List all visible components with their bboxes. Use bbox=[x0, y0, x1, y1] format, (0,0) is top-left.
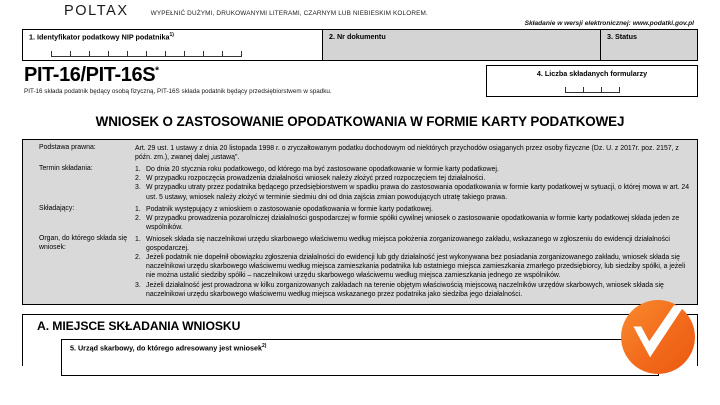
legal-basis-label: Podstawa prawna: bbox=[39, 144, 96, 151]
field-form-count[interactable] bbox=[486, 65, 698, 97]
submitter-row bbox=[29, 205, 691, 232]
electronic-submission-note: Składanie w wersji elektronicznej: www.podatki.gov.pl bbox=[524, 20, 694, 27]
page-title: WNIOSEK O ZASTOSOWANIE OPODATKOWANIA W FORMIE KARTY PODATKOWEJ bbox=[95, 114, 625, 129]
deadline-label: Termin składania: bbox=[39, 165, 93, 173]
instructions-table bbox=[22, 139, 698, 305]
submitter-label: Składający: bbox=[39, 204, 75, 212]
field-document-number[interactable] bbox=[323, 30, 601, 60]
form-count-comb-cells[interactable] bbox=[565, 87, 620, 93]
list-item: 2. W przypadku prowadzenia pozarolniczej działalności gospodarczej w formie spółki cywilnej wniosek o zastosowanie opodatkowania w formie karty podatkowej składa jeden ze wspólników. bbox=[135, 214, 680, 231]
document-header bbox=[22, 0, 698, 19]
field-status[interactable] bbox=[601, 30, 697, 60]
list-item: 3. W przypadku utraty przez podatnika będącego przedsiębiorstwem w spadku prawa do zastosowania opodatkowania w formie karty podatkowej w sytuacji, o której mowa w art. 24 ust. 5 ustawy, wniosek należy złożyć w terminie siedmiu dni od dnia zajścia zmian powodujących utratę takiego prawa. bbox=[135, 184, 690, 201]
section-a bbox=[22, 314, 698, 366]
authority-label: Organ, do którego składa się wniosek: bbox=[39, 234, 128, 251]
field-form-count-label: 4. Liczba składanych formularzy bbox=[536, 69, 648, 78]
nip-comb-cells[interactable] bbox=[51, 51, 242, 57]
list-item: 1. Podatnik występujący z wnioskiem o zastosowanie opodatkowania w formie karty podatkowej. bbox=[135, 205, 433, 213]
identification-box-row bbox=[22, 29, 698, 61]
form-code-note: PIT-16 składa podatnik będący osobą fizyczną, PIT-16S składa podatnik będący przedsiębiorstwem w spadku. bbox=[24, 88, 332, 95]
list-item: 3. Jeżeli działalność jest prowadzona w kilku zorganizowanych zakładach na terenie objętym właściwością miejscową naczelników urzędów skarbowych, wniosek składa się naczelnikowi urzędu skarbowego właściwemu według miejsca wskazanego przez podatnika jako siedziba jego działalności. bbox=[135, 281, 664, 298]
list-item: 1. Do dnia 20 stycznia roku podatkowego, od którego ma być zastosowane opodatkowanie w formie karty podatkowej. bbox=[135, 166, 499, 174]
field-nip-identifier[interactable] bbox=[23, 30, 323, 60]
fill-instruction-text: WYPEŁNIĆ DUŻYMI, DRUKOWANYMI LITERAMI, CZARNYM LUB NIEBIESKIM KOLOREM. bbox=[150, 10, 428, 17]
deadline-row bbox=[29, 165, 691, 201]
field-status-label: 3. Status bbox=[607, 32, 637, 41]
list-item: 1. Wniosek składa się naczelnikowi urzędu skarbowego właściwemu według miejsca położenia zorganizowanego zakładu, wskazanego w zgłoszeniu do ewidencji działalności gospodarczej. bbox=[135, 235, 670, 253]
deadline-list bbox=[135, 165, 691, 201]
legal-basis-row bbox=[29, 144, 691, 162]
list-item: 2. W przypadku rozpoczęcia prowadzenia działalności wniosek należy złożyć przed rozpoczęciem tej działalności. bbox=[135, 175, 486, 183]
form-code-block bbox=[22, 65, 486, 95]
section-a-title: A. MIEJSCE SKŁADANIA WNIOSKU bbox=[37, 318, 241, 333]
form-code-row bbox=[22, 65, 698, 101]
field-nip-label: 1. Identyfikator podatkowy NIP podatnika$^{1)}$ bbox=[29, 32, 174, 42]
legal-basis-text: Art. 29 ust. 1 ustawy z dnia 20 listopada 1998 r. o zryczałtowanym podatku dochodowym od niektórych przychodów osiąganych przez osoby fizyczne (Dz. U. z 2017r. poz. 2157, z późn. zm.), zwanej dalej „ustawą". bbox=[135, 145, 679, 162]
poltax-logo-text: POLTAX bbox=[64, 3, 129, 19]
list-item: 2. Jeżeli podatnik nie dopełnił obowiązku zgłoszenia działalności do ewidencji lub gdy działalność jest wykonywana bez posiadania zorganizowanego zakładu, wniosek składa się naczelnikowi urzędu skarbowego właściwemu według miejsca zamieszkania podatnika lub ostatniego miejsca zamieszkania zmarłego przedsiębiorcy, lub siedziby spółki, a jeżeli nie można ustalić siedziby spółki – naczelnikowi urzędu skarbowego właściwemu według miejsca zamieszkania jednego ze wspólników. bbox=[135, 254, 686, 280]
authority-list bbox=[135, 235, 691, 299]
field-document-number-label: 2. Nr dokumentu bbox=[329, 32, 386, 41]
form-code: PIT-16/PIT-16S* bbox=[24, 64, 159, 86]
authority-row bbox=[29, 235, 691, 299]
field-tax-office-label: 5. Urząd skarbowy, do którego adresowany jest wniosek$^{2)}$ bbox=[70, 342, 267, 353]
submitter-list bbox=[135, 205, 691, 232]
field-tax-office[interactable] bbox=[61, 339, 659, 376]
